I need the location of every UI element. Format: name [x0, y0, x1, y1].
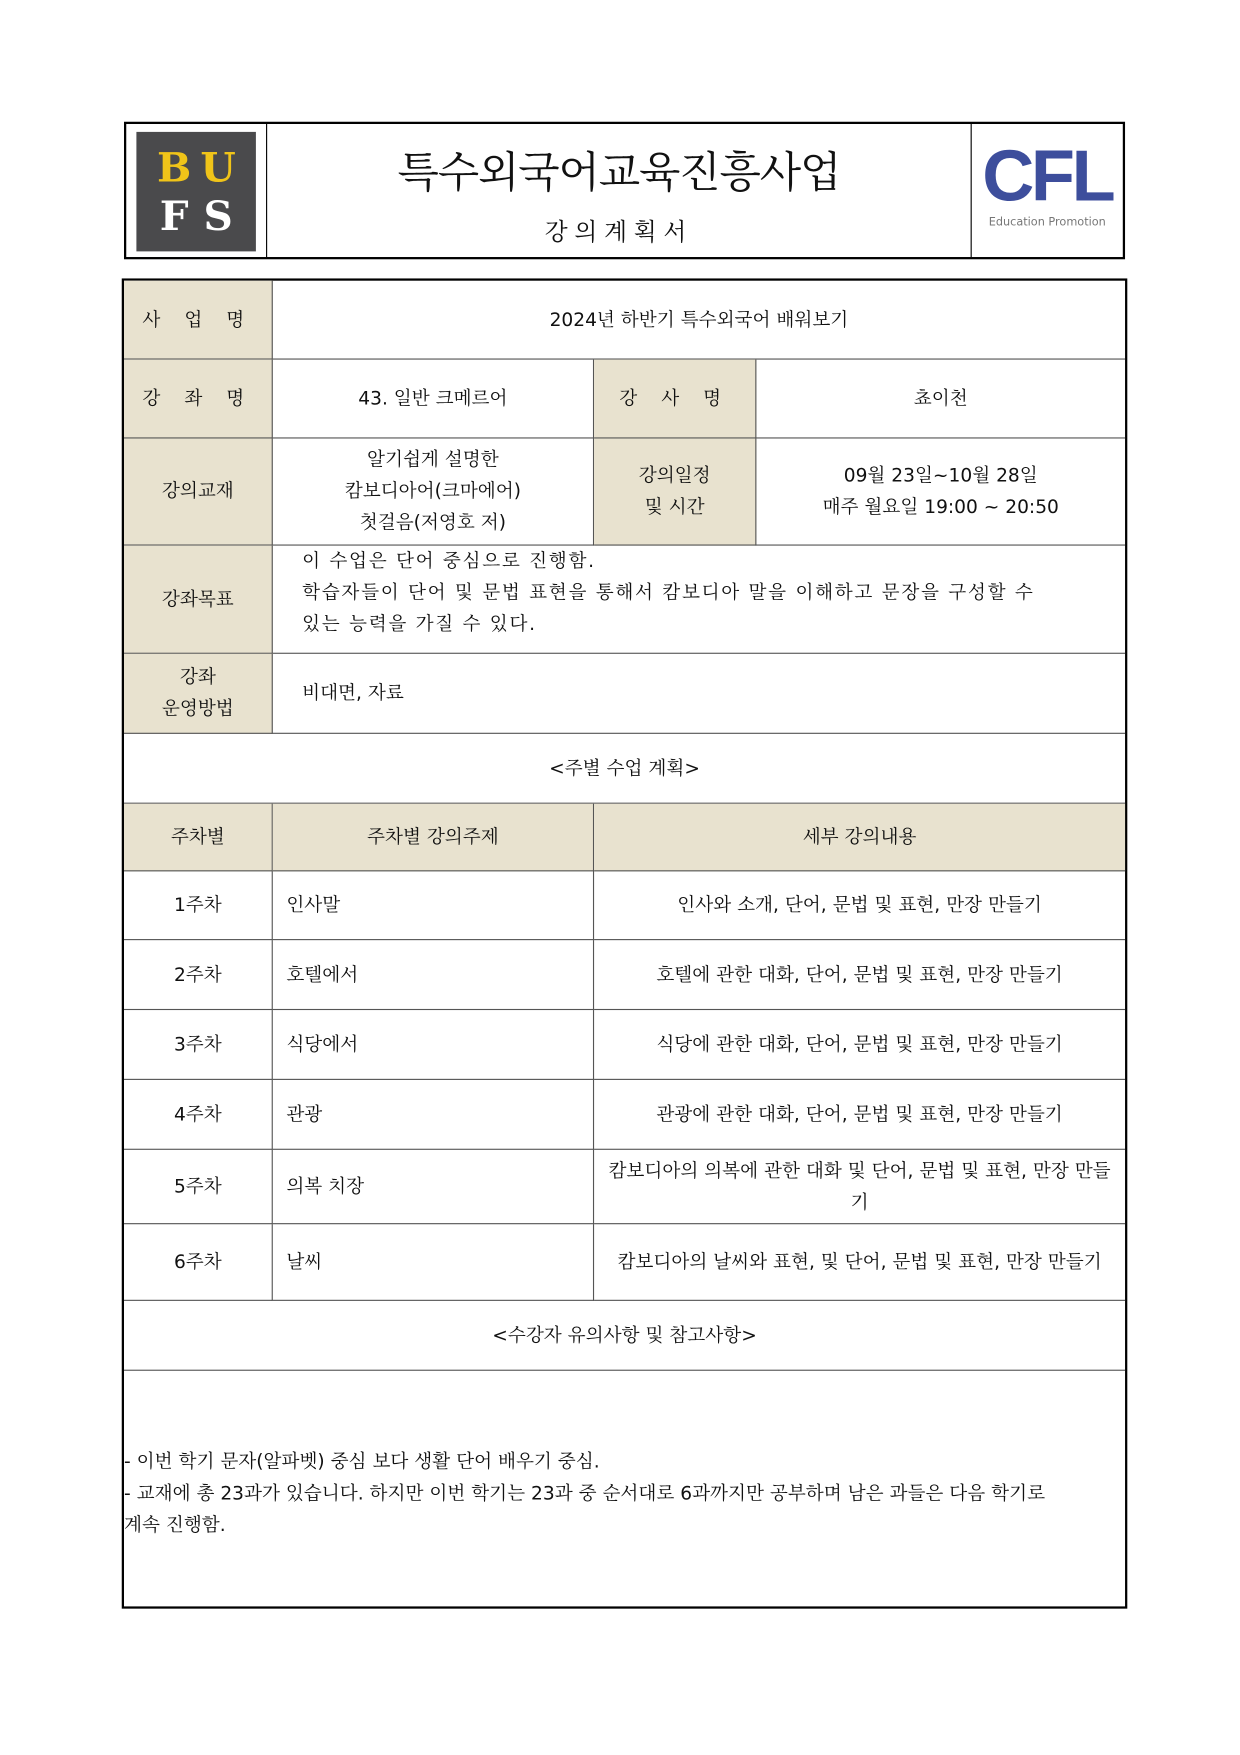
week-cell: 3주차: [124, 1010, 273, 1080]
detail-column-header: 세부 강의내용: [594, 804, 1125, 872]
note-line: - 이번 학기 문자(알파벳) 중심 보다 생활 단어 배우기 중심.: [124, 1450, 600, 1473]
detail-cell: 캄보디아의 의복에 관한 대화 및 단어, 문법 및 표현, 만장 만들기: [594, 1150, 1125, 1224]
week-cell: 2주차: [124, 940, 273, 1010]
topic-cell: 식당에서: [273, 1010, 594, 1080]
instructor-label: 강 사 명: [594, 360, 756, 439]
schedule-value: 09월 23일~10월 28일 매주 월요일 19:00 ~ 20:50: [756, 439, 1125, 546]
notes-content: [124, 1446, 1125, 1541]
document-header: [124, 122, 1125, 260]
weekly-plan-title: <주별 수업 계획>: [124, 734, 1125, 804]
goal-value: 이 수업은 단어 중심으로 진행함. 학습자들이 단어 및 문법 표현을 통해서 캄보디아 말을 이해하고 문장을 구성할 수 있는 능력을 가질 수 있다.: [273, 546, 1125, 654]
method-value: 비대면, 자료: [273, 654, 1125, 734]
detail-cell: 인사와 소개, 단어, 문법 및 표현, 만장 만들기: [594, 871, 1125, 940]
document-title: 특수외국어교육진흥사업: [397, 147, 841, 198]
detail-cell: 식당에 관한 대화, 단어, 문법 및 표현, 만장 만들기: [594, 1010, 1125, 1080]
notes-title: <수강자 유의사항 및 참고사항>: [124, 1301, 1125, 1371]
detail-cell: 캄보디아의 날씨와 표현, 및 단어, 문법 및 표현, 만장 만들기: [594, 1224, 1125, 1301]
topic-column-header: 주차별 강의주제: [273, 804, 594, 872]
textbook-value: 알기쉽게 설명한 캄보디아어(크마에어) 첫걸음(저영호 저): [273, 439, 594, 546]
goal-label: 강좌목표: [124, 546, 273, 654]
week-cell: 5주차: [124, 1150, 273, 1224]
detail-cell: 호텔에 관한 대화, 단어, 문법 및 표현, 만장 만들기: [594, 940, 1125, 1010]
topic-cell: 호텔에서: [273, 940, 594, 1010]
method-label: 강좌 운영방법: [124, 654, 273, 734]
week-column-header: 주차별: [124, 804, 273, 872]
project-label: 사 업 명: [124, 281, 273, 360]
week-cell: 1주차: [124, 871, 273, 940]
course-label: 강 좌 명: [124, 360, 273, 439]
syllabus-table: [122, 278, 1128, 1608]
week-cell: 4주차: [124, 1080, 273, 1150]
course-value: 43. 일반 크메르어: [273, 360, 594, 439]
schedule-label: 강의일정 및 시간: [594, 439, 756, 546]
topic-cell: 관광: [273, 1080, 594, 1150]
week-cell: 6주차: [124, 1224, 273, 1301]
topic-cell: 날씨: [273, 1224, 594, 1301]
document-subtitle: 강의계획서: [544, 218, 693, 246]
textbook-label: 강의교재: [124, 439, 273, 546]
topic-cell: 인사말: [273, 871, 594, 940]
detail-cell: 관광에 관한 대화, 단어, 문법 및 표현, 만장 만들기: [594, 1080, 1125, 1150]
note-line: - 교재에 총 23과가 있습니다. 하지만 이번 학기는 23과 중 순서대로 6과까지만 공부하며 남은 과들은 다음 학기로 계속 진행함.: [124, 1482, 1046, 1536]
topic-cell: 의복 치장: [273, 1150, 594, 1224]
project-value: 2024년 하반기 특수외국어 배워보기: [273, 281, 1125, 360]
instructor-value: 쵸이천: [756, 360, 1125, 439]
cfl-logo: CFL Education Promotion: [982, 135, 1113, 229]
bufs-logo: B U F S: [136, 132, 255, 251]
